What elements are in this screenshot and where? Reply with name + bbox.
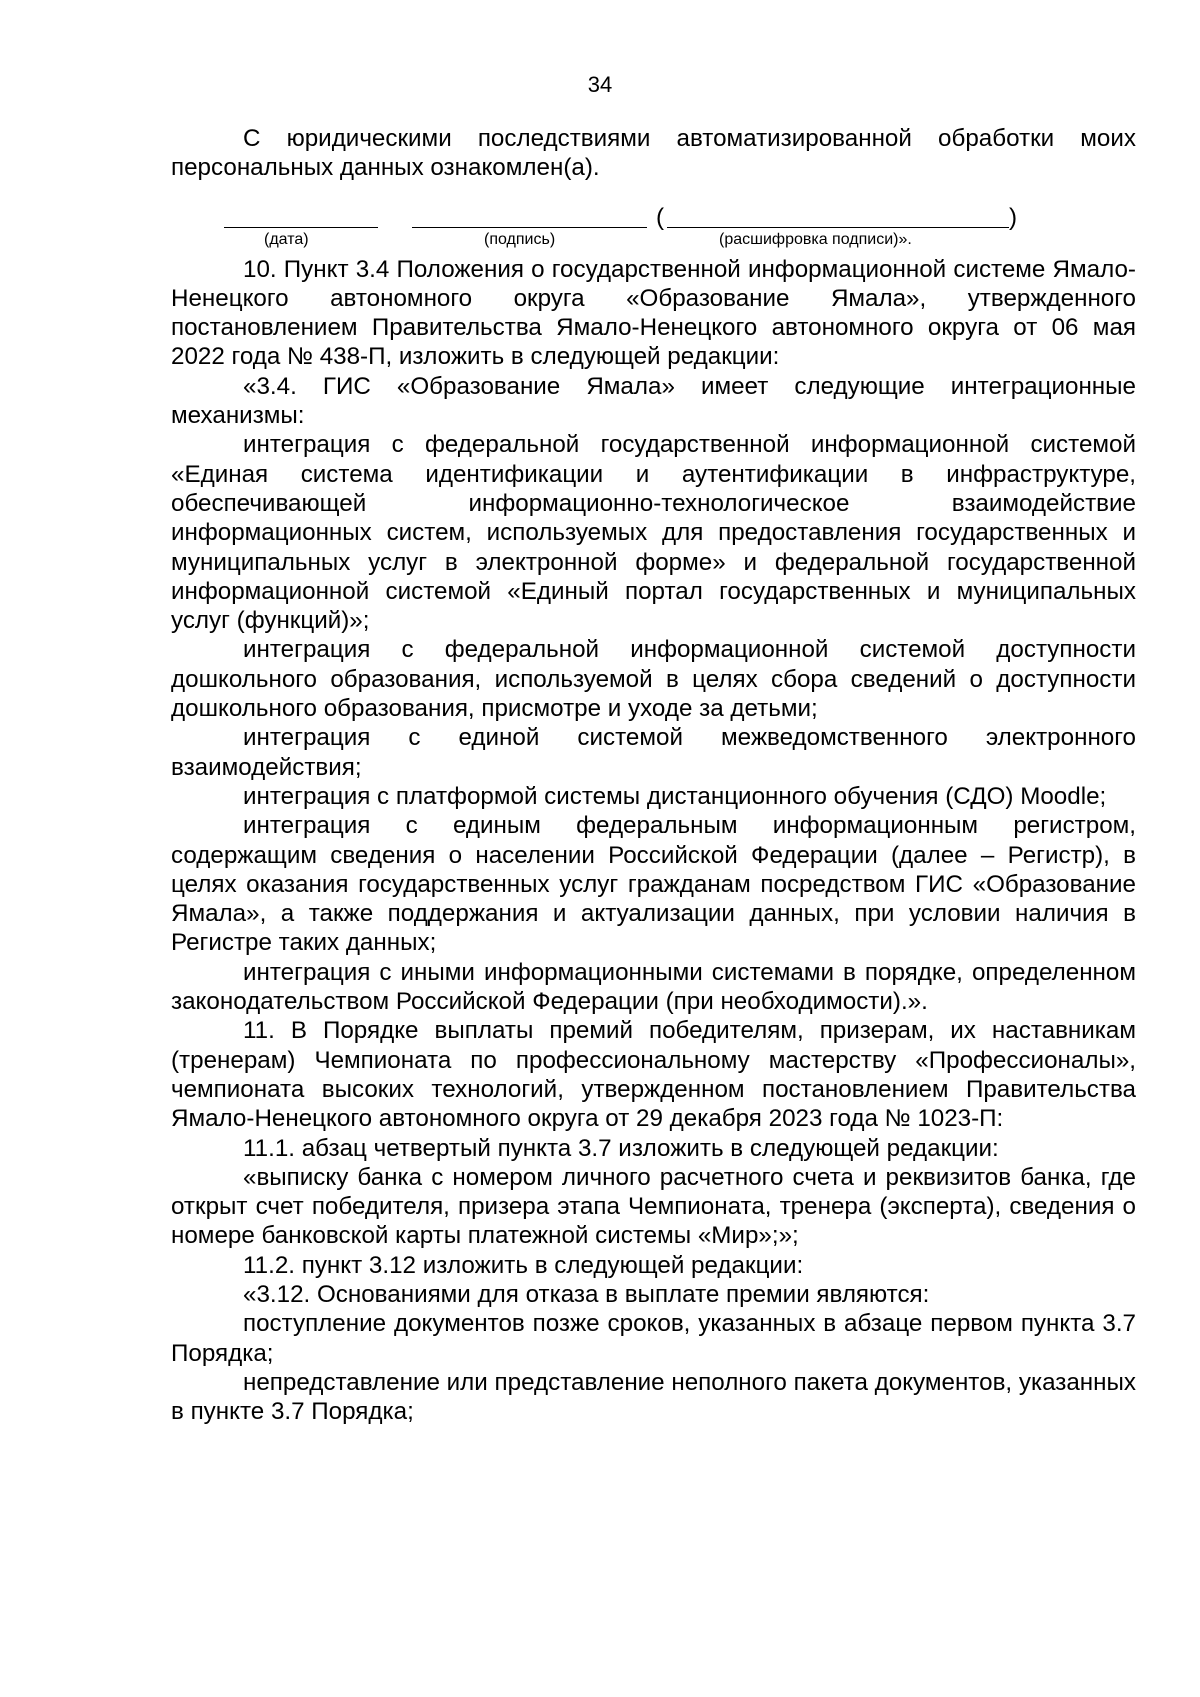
open-paren: ( [656, 203, 665, 231]
page-number: 34 [587, 72, 613, 97]
paragraph: «3.4. ГИС «Образование Ямала» имеет следующие интеграционные механизмы: [171, 372, 1136, 430]
date-caption: (дата) [264, 230, 309, 248]
paragraph: «выписку банка с номером личного расчетного счета и реквизитов банка, где открыт счет победителя, призера этапа Чемпионата, тренера (эксперта), сведения о номере банковской карты платежной системы «Мир»;»; [171, 1163, 1136, 1250]
paragraph: непредставление или представление неполного пакета документов, указанных в пункте 3.7 Порядка; [171, 1368, 1136, 1426]
paragraph: 10. Пункт 3.4 Положения о государственной информационной системе Ямало-Ненецкого автономного округа «Образование Ямала», утвержденного постановлением Правительства Ямало-Ненецкого автономного округа от 06 мая 2022 года № 438-П, изложить в следующей редакции: [171, 255, 1136, 371]
decode-caption: (расшифровка подписи)». [719, 230, 912, 248]
paragraph: «3.12. Основаниями для отказа в выплате премии являются: [243, 1280, 930, 1308]
intro-paragraph: С юридическими последствиями автоматизированной обработки моих персональных данных ознакомлен(а). [171, 125, 1136, 182]
paragraph: интеграция с иными информационными системами в порядке, определенном законодательством Российской Федерации (при необходимости).». [171, 958, 1136, 1016]
paragraph: интеграция с федеральной информационной системой доступности дошкольного образования, используемой в целях сбора сведений о доступности дошкольного образования, присмотре и уходе за детьми; [171, 636, 1136, 723]
decode-line [667, 227, 1009, 228]
paragraph: интеграция с федеральной государственной информационной системой «Единая система идентификации и аутентификации в инфраструктуре, обеспечивающей информационно-технологическое взаимодействие информационных систем, используемых для предоставления государственных и муниципальных услуг в электронной форме» и федеральной государственной информационной системой «Единый портал государственных и муниципальных услуг (функций)»; [171, 431, 1136, 635]
signature-block [171, 203, 1136, 255]
paragraph: 11. В Порядке выплаты премий победителям, призерам, их наставникам (тренерам) Чемпионата по профессиональному мастерству «Профессионалы», чемпионата высоких технологий, утвержденном постановлением Правительства Ямало-Ненецкого автономного округа от 29 декабря 2023 года № 1023-П: [171, 1017, 1136, 1133]
paragraph: интеграция с единым федеральным информационным регистром, содержащим сведения о населении Российской Федерации (далее – Регистр), в целях оказания государственных услуг гражданам посредством ГИС «Образование Ямала», а также поддержания и актуализации данных, при условии наличия в Регистре таких данных; [171, 812, 1136, 957]
signature-caption: (подпись) [484, 230, 556, 248]
close-paren: ) [1009, 203, 1018, 231]
date-line [224, 227, 378, 228]
paragraph: интеграция с платформой системы дистанционного обучения (СДО) Moodle; [243, 782, 1107, 810]
paragraph: поступление документов позже сроков, указанных в абзаце первом пункта 3.7 Порядка; [171, 1310, 1136, 1367]
document-body [171, 124, 1136, 1426]
signature-line [412, 227, 647, 228]
paragraph: 11.1. абзац четвертый пункта 3.7 изложить в следующей редакции: [243, 1134, 999, 1162]
paragraph: 11.2. пункт 3.12 изложить в следующей редакции: [243, 1251, 804, 1279]
paragraph: интеграция с единой системой межведомственного электронного взаимодействия; [171, 724, 1136, 781]
